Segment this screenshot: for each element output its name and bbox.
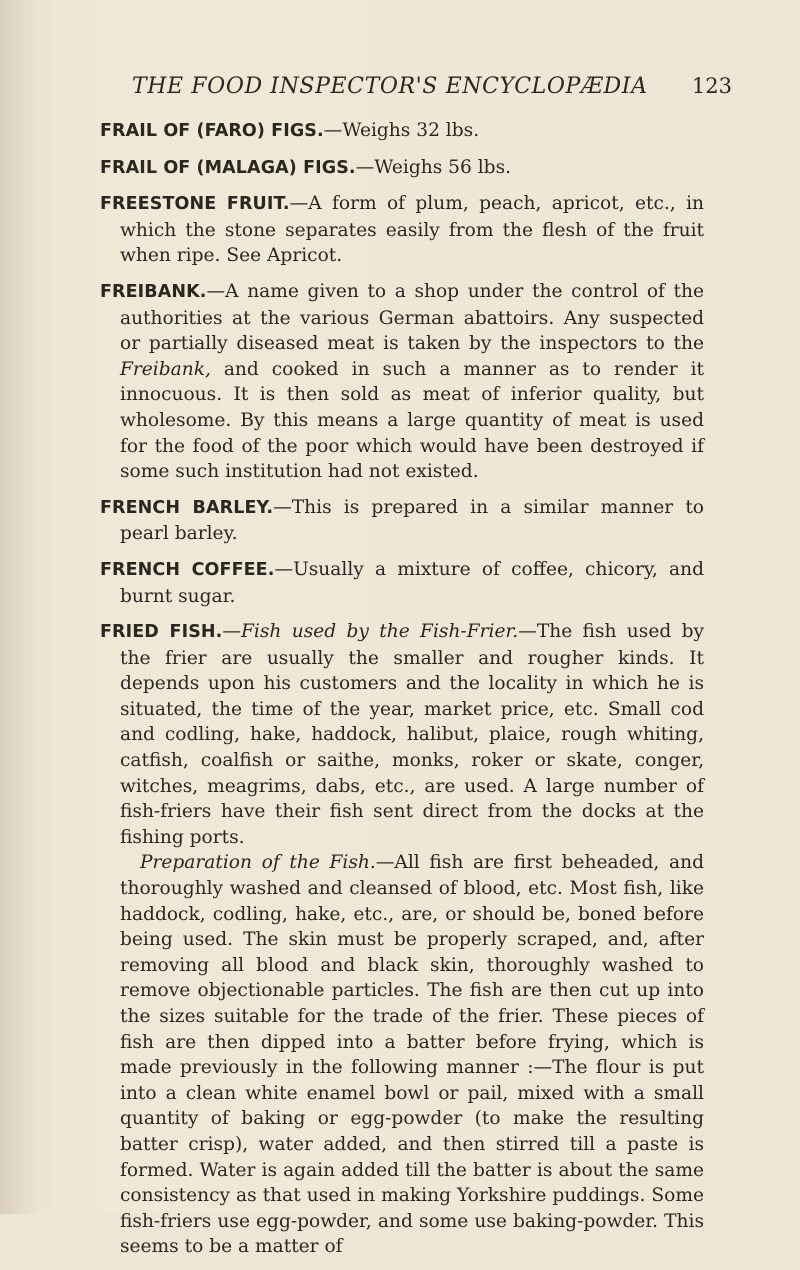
entry-text: —Usually a mixture of coffee, chicory, and burnt sugar. bbox=[120, 558, 704, 607]
entry-text: —The fish used by the frier are usually the smaller and rougher kinds. It depends upon his customers and the locality in which he is situated, the time of the year, market price, etc. Small cod and codling, hake, haddock, halibut, plaice, rough whiting, catfish, coalfish or saithe, monks, roker or skate, conger, witches, meagrims, dabs, etc., are used. A large number of fish-friers have their fish sent direct from the docks at the fishing ports. bbox=[120, 621, 704, 848]
entry-freibank bbox=[100, 279, 704, 485]
headword: FREESTONE FRUIT. bbox=[100, 194, 290, 215]
page-body bbox=[100, 118, 704, 1270]
entry-fried-fish bbox=[100, 619, 704, 850]
entry-text: —Weighs 32 lbs. bbox=[323, 120, 480, 141]
entry-text: —Weighs 56 lbs. bbox=[355, 156, 512, 178]
headword: FREIBANK. bbox=[100, 281, 207, 302]
entry-frail-faro-figs bbox=[100, 118, 704, 145]
entry-preparation-of-fish bbox=[100, 850, 704, 1260]
headword: FRENCH COFFEE. bbox=[100, 559, 275, 580]
headword: FRIED FISH. bbox=[100, 622, 223, 643]
entry-french-coffee bbox=[100, 557, 704, 609]
headword: FRAIL OF (FARO) FIGS. bbox=[100, 121, 324, 141]
entry-italic-term: Freibank, bbox=[120, 358, 211, 380]
entry-frail-malaga-figs bbox=[100, 155, 704, 182]
page-number: 123 bbox=[691, 74, 732, 98]
headword: FRAIL OF (MALAGA) FIGS. bbox=[100, 157, 356, 178]
entry-french-barley bbox=[100, 495, 704, 547]
entry-text: —A form of plum, peach, apricot, etc., in which the stone separates easily from the flesh of the fruit when ripe. See Apricot. bbox=[120, 193, 704, 267]
entry-text-continued: and cooked in such a manner as to render it innocuous. It is then sold as meat of inferior quality, but wholesome. By this means a large quantity of meat is used for the food of the poor which would have been destroyed if some such institution had not existed. bbox=[120, 358, 704, 483]
entry-text: —This is prepared in a similar manner to pearl barley. bbox=[120, 496, 704, 545]
entry-text: —A name given to a shop under the control of the authorities at the various German abattoirs. Any suspected or partially diseased meat is taken by the inspectors to the bbox=[120, 280, 704, 355]
entry-freestone-fruit bbox=[100, 191, 704, 269]
headword: FRENCH BARLEY. bbox=[100, 497, 274, 518]
running-title: THE FOOD INSPECTOR'S ENCYCLOPÆDIA bbox=[132, 74, 648, 99]
running-header bbox=[132, 74, 732, 114]
subsection-heading: Preparation of the Fish. bbox=[140, 852, 376, 874]
entry-text: —All fish are first beheaded, and thoroughly washed and cleansed of blood, etc. Most fish, like haddock, codling, hake, etc., are, or should be, boned before being used. The skin must be properly scraped, and, after removing all blood and black skin, thoroughly washed to remove objectionable particles. The fish are then cut up into the sizes suitable for the trade of the frier. These pieces of fish are then dipped into a batter before frying, which is made previously in the following manner :—The flour is put into a clean white enamel bowl or pail, mixed with a small quantity of baking or egg-powder (to make the resulting batter crisp), water added, and then stirred till a paste is formed. Water is again added till the batter is about the same consistency as that used in making Yorkshire puddings. Some fish-friers use egg-powder, and some use baking-powder. This seems to be a matter of bbox=[120, 852, 704, 1258]
entry-italic-subtitle: —Fish used by the Fish-Frier. bbox=[222, 621, 519, 643]
